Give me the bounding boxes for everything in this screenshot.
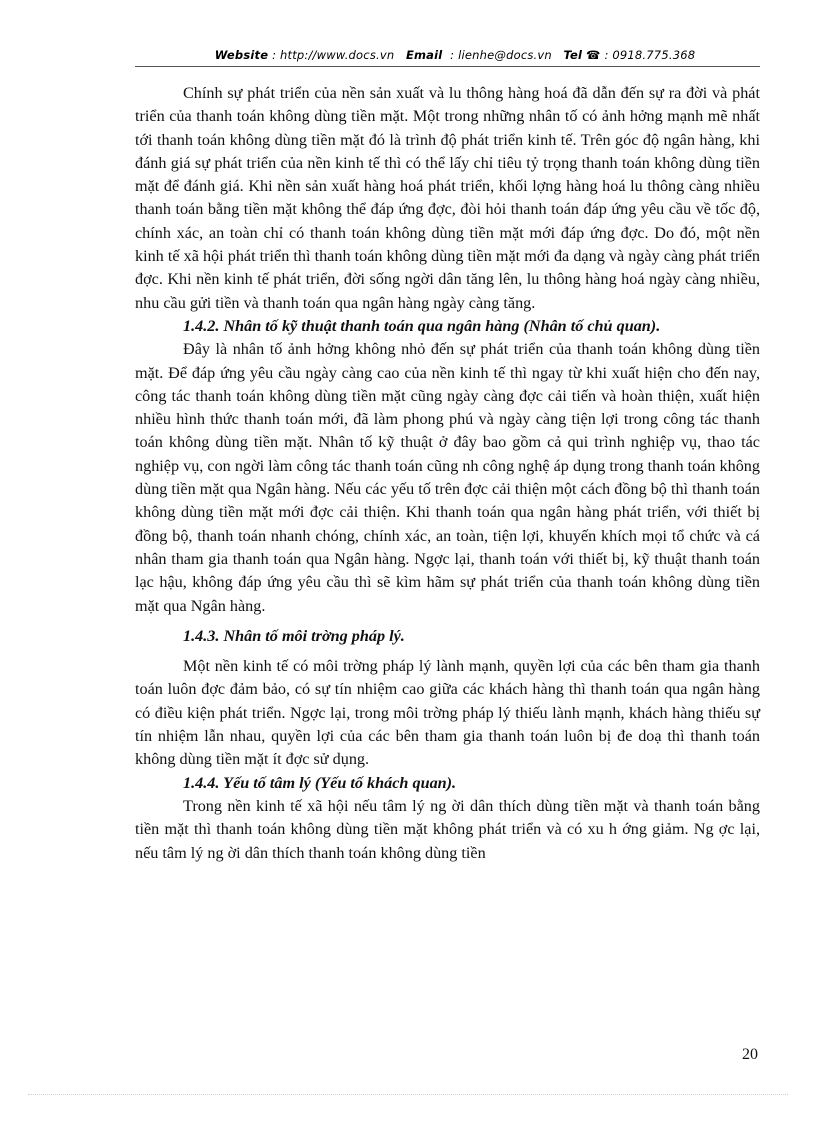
header-divider	[135, 66, 760, 67]
footer-divider	[28, 1094, 788, 1095]
website-value: : http://www.docs.vn	[272, 48, 395, 62]
email-label: Email	[405, 48, 443, 62]
heading-1-4-2: 1.4.2. Nhân tố kỹ thuật thanh toán qua ngân hàng (Nhân tố chủ quan).	[183, 316, 661, 335]
paragraph-legal-environment: Một nền kinh tế có môi trờng pháp lý lành mạnh, quyền lợi của các bên tham gia thanh toán luôn đợc đảm bảo, có sự tín nhiệm cao giữa các khách hàng thì thanh toán qua ngân hàng có điều kiện phát triển. Ngợc lại, trong môi trờng pháp lý thiếu lành mạnh, khách hàng thiếu sự tín nhiệm lẫn nhau, quyền lợi của các bên tham gia thanh toán luôn bị đe doạ thì thanh toán không dùng tiền mặt ít đợc sử dụng.	[135, 657, 760, 769]
heading-1-4-4: 1.4.4. Yếu tố tâm lý (Yếu tố khách quan).	[183, 773, 457, 792]
paragraph-psychology-factor: Trong nền kinh tế xã hội nếu tâm lý ng ời dân thích dùng tiền mặt và thanh toán bằng tiền mặt thì thanh toán không dùng tiền mặt không phát triển và có xu h ớng giảm. Ng ợc lại, nếu tâm lý ng ời dân thích thanh toán không dùng tiền	[135, 796, 760, 862]
website-label: Website	[214, 48, 269, 62]
paragraph-technical-factor: Đây là nhân tố ảnh hởng không nhỏ đến sự phát triển của thanh toán không dùng tiền mặt. Để đáp ứng yêu cầu ngày càng cao của nền kinh tế thì ngay từ khi xuất hiện cho đến nay, công tác thanh toán không dùng tiền mặt cũng ngày càng đợc cải tiến và hoàn thiện, xuất hiện nhiều hình thức thanh toán mới, đã làm phong phú và ngày càng tiện lợi trong công tác thanh toán không dùng tiền mặt. Nhân tố kỹ thuật ở đây bao gồm cả qui trình nghiệp vụ, thao tác nghiệp vụ, con ngời làm công tác thanh toán cũng nh công nghệ áp dụng trong thanh toán không dùng tiền mặt qua Ngân hàng. Nếu các yếu tố trên đợc cải thiện một cách đồng bộ thì thanh toán không dùng tiền mặt mới đợc cải thiện. Khi thanh toán qua ngân hàng phát triển, với thiết bị đồng bộ, thanh toán nhanh chóng, chính xác, an toàn, tiện lợi, khuyến khích mọi tổ chức và cá nhân tham gia thanh toán qua Ngân hàng. Ngợc lại, thanh toán với thiết bị, kỹ thuật thanh toán lạc hậu, không đáp ứng yêu cầu thì sẽ kìm hãm sự phát triển của thanh toán không dùng tiền mặt qua Ngân hàng.	[135, 340, 760, 615]
page-header	[150, 48, 760, 62]
heading-1-4-3: 1.4.3. Nhân tố môi trờng pháp lý.	[183, 626, 405, 645]
document-body	[135, 82, 760, 865]
phone-icon: ☎	[586, 48, 601, 62]
paragraph-economic-development: Chính sự phát triển của nền sản xuất và lu thông hàng hoá đã dẫn đến sự ra đời và phát triển của thanh toán không dùng tiền mặt. Một trong những nhân tố có ảnh hởng mạnh mẽ nhất tới thanh toán không dùng tiền mặt đó là trình độ phát triển kinh tế. Trên góc độ ngân hàng, khi đánh giá sự phát triển của nền kinh tế thì có thể lấy chỉ tiêu tỷ trọng thanh toán không dùng tiền mặt để đánh giá. Khi nền sản xuất hàng hoá phát triển, khối lợng hàng hoá lu thông càng nhiều thanh toán bằng tiền mặt không thể đáp ứng đợc, đòi hỏi thanh toán đáp ứng yêu cầu về tốc độ, chính xác, an toàn chỉ có thanh toán không dùng tiền mặt mới đáp ứng đợc. Do đó, một nền kinh tế xã hội phát triển thì thanh toán không dùng tiền mặt mới đa dạng và ngày càng phát triển đợc. Khi nền kinh tế phát triển, đời sống ngời dân tăng lên, lu thông hàng hoá ngày càng nhiều, nhu cầu gửi tiền và thanh toán qua ngân hàng ngày càng tăng.	[135, 84, 760, 312]
page-number: 20	[742, 1046, 758, 1063]
email-value: : lienhe@docs.vn	[450, 48, 552, 62]
tel-value: : 0918.775.368	[604, 48, 696, 62]
tel-label: Tel	[563, 48, 583, 62]
